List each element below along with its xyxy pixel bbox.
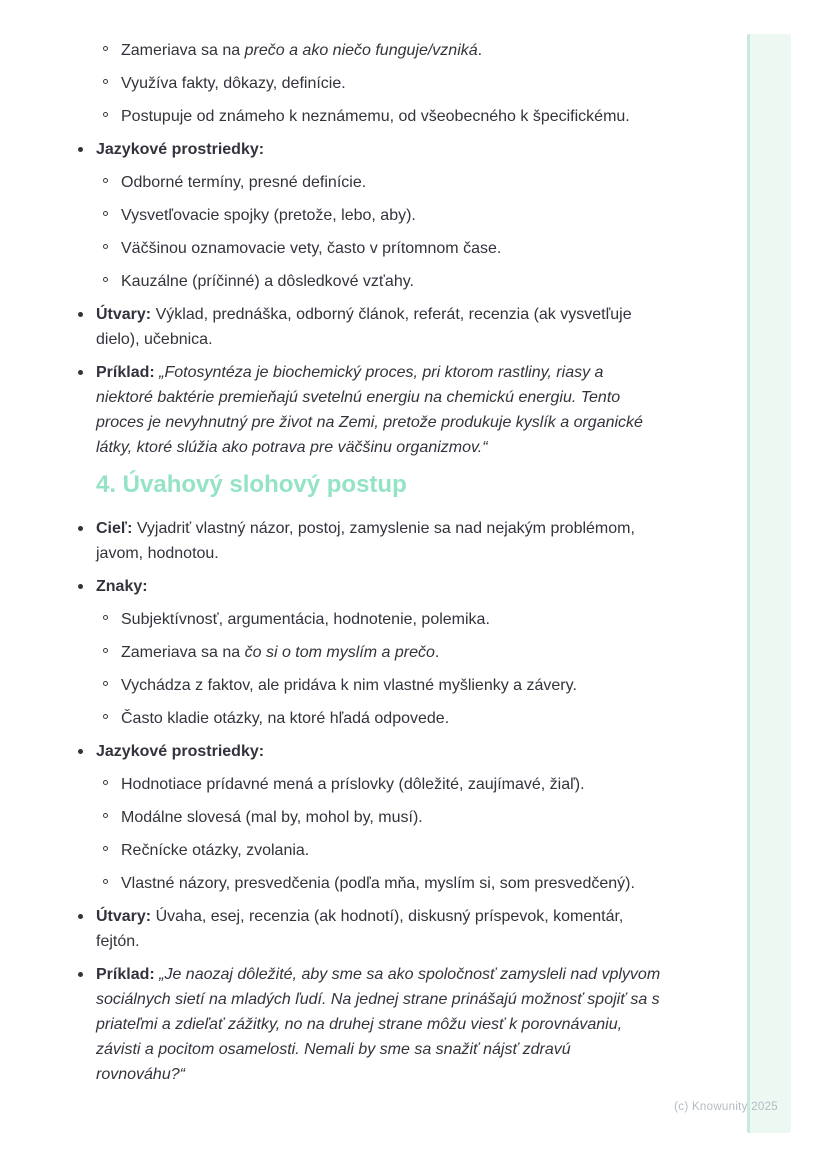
circle-bullet-icon <box>103 178 108 183</box>
item-label: Cieľ: <box>96 520 133 537</box>
disc-bullet-icon <box>78 972 83 977</box>
list-item <box>96 640 662 665</box>
item-text: . <box>477 42 483 59</box>
list-item <box>96 904 662 954</box>
item-text: Využíva fakty, dôkazy, definície. <box>121 75 346 92</box>
circle-bullet-icon <box>103 46 108 51</box>
circle-bullet-icon <box>103 780 108 785</box>
circle-bullet-icon <box>103 615 108 620</box>
section4-main-list <box>96 516 662 599</box>
list-item <box>96 706 662 731</box>
item-text: Zameriava sa na <box>121 644 245 661</box>
item-quote: „Fotosyntéza je biochemický proces, pri ktorom rastliny, riasy a niektoré baktérie premieňajú svetelnú energiu na chemickú energiu. Tento proces je nevyhnutný pre život na Zemi, pretože produkuje kyslík a organické látky, ktoré slúžia ako potrava pre väčšinu organizmov.“ <box>96 364 643 456</box>
list-item <box>96 673 662 698</box>
item-text: Hodnotiace prídavné mená a príslovky (dôležité, zaujímavé, žiaľ). <box>121 776 585 793</box>
item-text-italic: čo si o tom myslím a prečo <box>244 644 435 661</box>
disc-bullet-icon <box>78 914 83 919</box>
item-label: Príklad: <box>96 966 155 983</box>
item-text: Často kladie otázky, na ktoré hľadá odpovede. <box>121 710 450 727</box>
circle-bullet-icon <box>103 846 108 851</box>
item-label: Jazykové prostriedky: <box>96 743 265 760</box>
disc-bullet-icon <box>78 749 83 754</box>
list-item <box>96 607 662 632</box>
side-highlight-strip <box>747 34 791 1133</box>
list-item <box>96 962 662 1087</box>
section4-main-list-3 <box>96 904 662 1087</box>
list-item <box>96 805 662 830</box>
item-label: Útvary: <box>96 908 152 925</box>
section3-main-list <box>96 137 662 162</box>
list-item <box>96 516 662 566</box>
item-text: Postupuje od známeho k neznámemu, od všeobecného k špecifickému. <box>121 108 630 125</box>
list-item <box>96 170 662 195</box>
circle-bullet-icon <box>103 112 108 117</box>
item-text: Zameriava sa na <box>121 42 245 59</box>
circle-bullet-icon <box>103 244 108 249</box>
section3-jazykove-sublist <box>96 170 662 294</box>
item-label: Znaky: <box>96 578 148 595</box>
section-heading: 4. Úvahový slohový postup <box>96 471 407 498</box>
item-label: Príklad: <box>96 364 155 381</box>
item-text-italic: prečo a ako niečo funguje/vzniká <box>244 42 478 59</box>
watermark: (c) Knowunity 2025 <box>674 1101 778 1113</box>
item-text: Kauzálne (príčinné) a dôsledkové vzťahy. <box>121 273 414 290</box>
item-text: Vlastné názory, presvedčenia (podľa mňa, myslím si, som presvedčený). <box>121 875 635 892</box>
item-text: Subjektívnosť, argumentácia, hodnotenie, polemika. <box>121 611 490 628</box>
list-item <box>96 574 662 599</box>
list-item <box>96 360 662 460</box>
circle-bullet-icon <box>103 277 108 282</box>
circle-bullet-icon <box>103 879 108 884</box>
disc-bullet-icon <box>78 526 83 531</box>
disc-bullet-icon <box>78 312 83 317</box>
item-text: Odborné termíny, presné definície. <box>121 174 367 191</box>
disc-bullet-icon <box>78 584 83 589</box>
circle-bullet-icon <box>103 714 108 719</box>
list-item <box>96 302 662 352</box>
list-item <box>96 38 662 63</box>
section4-main-list-2 <box>96 739 662 764</box>
section4-jazykove-sublist <box>96 772 662 896</box>
item-text: Úvaha, esej, recenzia (ak hodnotí), diskusný príspevok, komentár, fejtón. <box>96 908 624 950</box>
circle-bullet-icon <box>103 79 108 84</box>
list-item <box>96 137 662 162</box>
document-content <box>96 38 662 1095</box>
disc-bullet-icon <box>78 370 83 375</box>
circle-bullet-icon <box>103 681 108 686</box>
item-text: Vychádza z faktov, ale pridáva k nim vlastné myšlienky a závery. <box>121 677 577 694</box>
item-text: Modálne slovesá (mal by, mohol by, musí). <box>121 809 423 826</box>
list-item <box>96 71 662 96</box>
list-item <box>96 772 662 797</box>
list-item <box>96 871 662 896</box>
list-item <box>96 838 662 863</box>
section3-sublist-intro <box>96 38 662 129</box>
list-item <box>96 104 662 129</box>
circle-bullet-icon <box>103 648 108 653</box>
list-item <box>96 203 662 228</box>
item-label: Útvary: <box>96 306 152 323</box>
item-text: Výklad, prednáška, odborný článok, referát, recenzia (ak vysvetľuje dielo), učebnica. <box>96 306 632 348</box>
list-item <box>96 739 662 764</box>
item-text: Rečnícke otázky, zvolania. <box>121 842 310 859</box>
disc-bullet-icon <box>78 147 83 152</box>
item-quote: „Je naozaj dôležité, aby sme sa ako spoločnosť zamysleli nad vplyvom sociálnych sietí na mladých ľudí. Na jednej strane prinášajú možnosť spojiť sa s priateľmi a zdieľať zážitky, no na druhej strane môžu viesť k porovnávaniu, závisti a pocitom osamelosti. Nemali by sme sa snažiť nájsť zdravú rovnováhu?“ <box>96 966 661 1083</box>
list-item <box>96 269 662 294</box>
circle-bullet-icon <box>103 211 108 216</box>
item-text: Vysvetľovacie spojky (pretože, lebo, aby). <box>121 207 416 224</box>
item-text: . <box>434 644 440 661</box>
item-label: Jazykové prostriedky: <box>96 141 265 158</box>
section3-main-list-2 <box>96 302 662 460</box>
item-text: Väčšinou oznamovacie vety, často v prítomnom čase. <box>121 240 502 257</box>
section4-znaky-sublist <box>96 607 662 731</box>
list-item <box>96 236 662 261</box>
circle-bullet-icon <box>103 813 108 818</box>
item-text: Vyjadriť vlastný názor, postoj, zamyslenie sa nad nejakým problémom, javom, hodnotou. <box>96 520 635 562</box>
